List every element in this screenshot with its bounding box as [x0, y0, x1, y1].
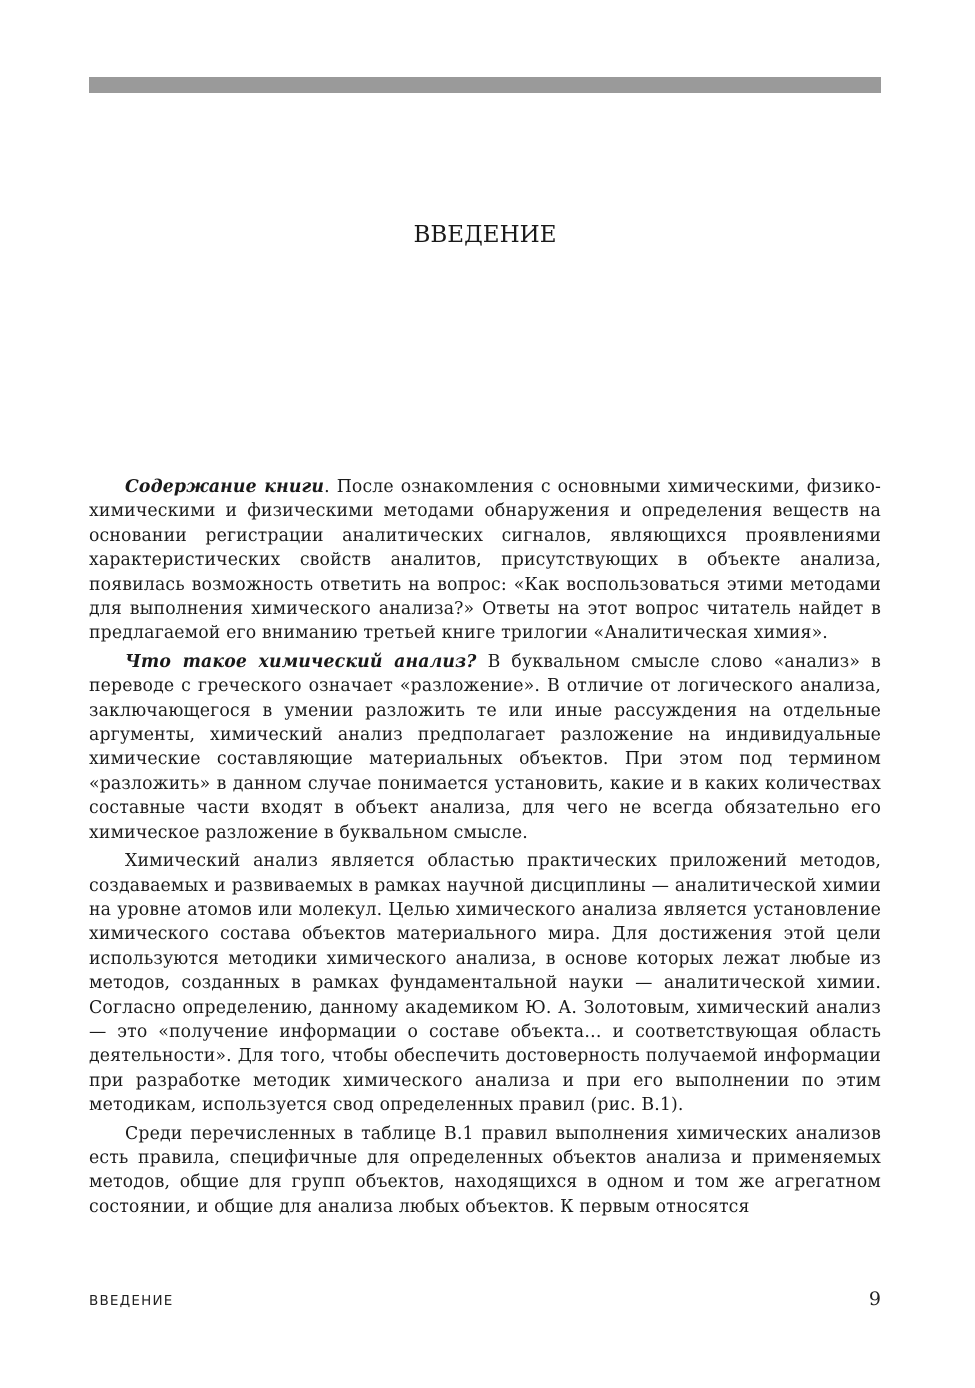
body-text — [89, 475, 881, 1223]
paragraph-lead: Содержание книги — [125, 477, 325, 497]
running-footer-title: ВВЕДЕНИЕ — [89, 1293, 174, 1309]
page-number: 9 — [868, 1288, 881, 1310]
paragraph-text: В буквальном смысле слово «анализ» в переводе с греческого означает «разложение». В отличие от логического анализа, заключающегося в умении разложить те или иные рассуждения на отдельные аргументы, химический анализ предполагает разложение на индивидуальные химические составляющие материальных объектов. При этом под термином «разложить» в данном случае понимается установить, какие и в каких количествах составные части входят в объект анализа, для чего не всегда обязательно его химическое разложение в буквальном смысле. — [89, 651, 881, 843]
paragraph-chemical-analysis-definition — [89, 849, 881, 1117]
paragraph-text: . После ознакомления с основными химическими, физико-химическими и физическими методами обнаружения и определения веществ на основании регистрации аналитических сигналов, являющихся проявлениями характеристических свойств аналитов, присутствующих в объекте анализа, появилась возможность ответить на вопрос: «Как воспользоваться этими методами для выполнения химического анализа?» Ответы на этот вопрос читатель найдет в предлагаемой его вниманию третьей книге трилогии «Аналитическая химия». — [89, 477, 881, 644]
paragraph-lead: Что такое химический анализ? — [125, 651, 477, 672]
paragraph-what-is-analysis — [89, 650, 881, 845]
header-rule — [89, 77, 881, 93]
paragraph-rules — [89, 1122, 881, 1220]
paragraph-text: Среди перечисленных в таблице В.1 правил выполнения химических анализов есть правила, специфичные для определенных объектов анализа и применяемых методов, общие для групп объектов, находящихся в одном и том же агрегатном состоянии, и общие для анализа любых объектов. К первым относятся — [89, 1123, 881, 1217]
paragraph-text: Химический анализ является областью практических приложений методов, создаваемых и развиваемых в рамках научной дисциплины — аналитической химии на уровне атомов или молекул. Целью химического анализа является установление химического состава объектов материального мира. Для достижения этой цели используются методики химического анализа, в основе которых лежат любые из методов, созданных в рамках фундаментальной науки — аналитической химии. Согласно определению, данному академиком Ю. А. Золотовым, химический анализ — это «получение информации о составе объекта… и соответствующая область деятельности». Для того, чтобы обеспечить достоверность получаемой информации при разработке методик химического анализа и при его выполнении по этим методикам, используется свод определенных правил (рис. В.1). — [89, 851, 881, 1116]
chapter-title: ВВЕДЕНИЕ — [413, 222, 557, 248]
paragraph-book-contents — [89, 475, 881, 646]
